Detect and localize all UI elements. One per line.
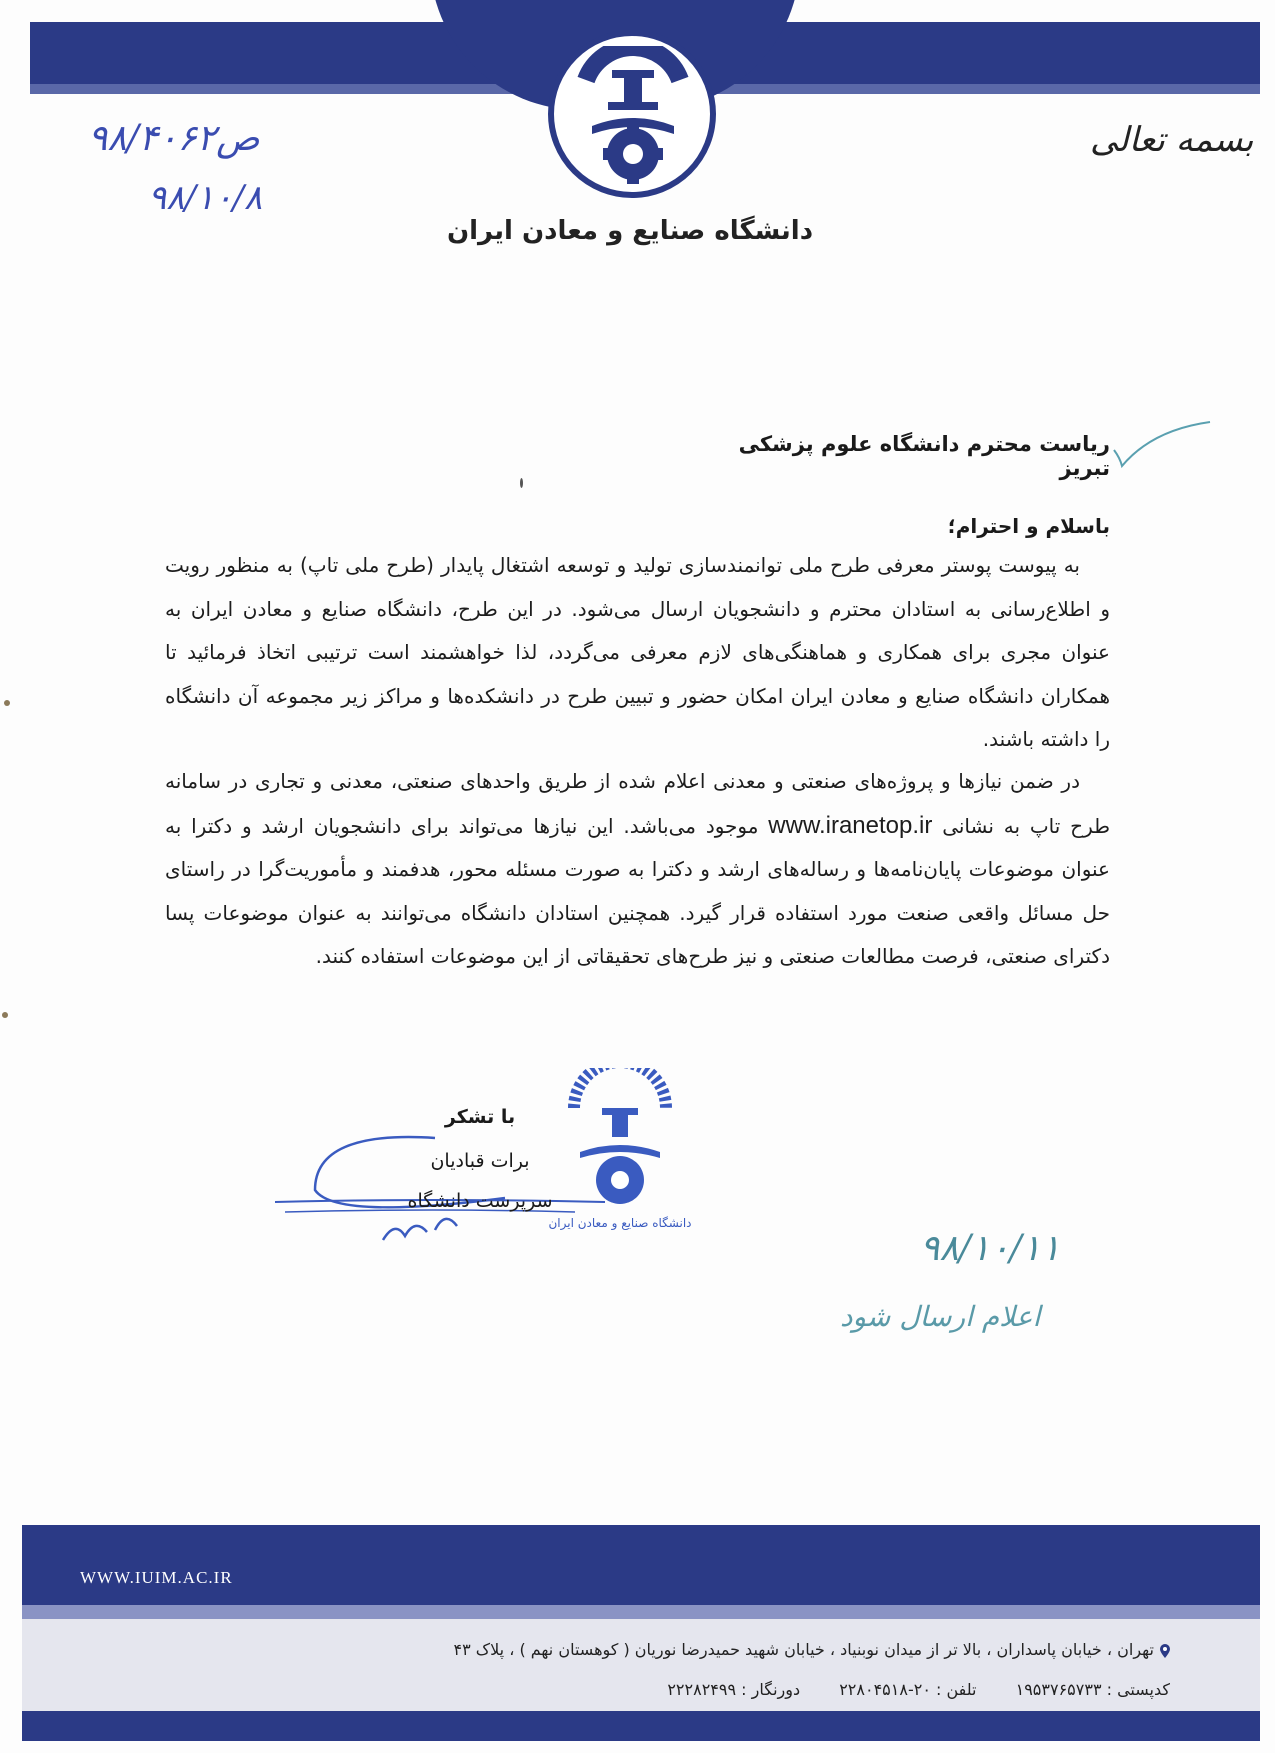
handwritten-letter-number: ۹۸/۴۰۶۲ص (88, 118, 260, 159)
footer-band-accent (22, 1605, 1260, 1619)
address-text: تهران ، خیابان پاسداران ، بالا تر از میدان نوبنیاد ، خیابان شهید حمیدرضا نوریان ( کوهستان نهم ) ، پلاک ۴۳ (453, 1640, 1154, 1659)
scan-speck (4, 700, 10, 706)
website-link: www.iranetop.ir (768, 811, 933, 839)
scan-speck (2, 1012, 8, 1018)
bismillah: بسمه تعالی (1090, 120, 1254, 160)
check-mark-icon (1112, 420, 1212, 470)
phone-number: تلفن : ۲۰-۲۲۸۰۴۵۱۸ (839, 1680, 977, 1699)
paragraph-2-before: در ضمن نیازها و پروژه‌های صنعتی و معدنی اعلام شده از طریق واحدهای صنعتی، معدنی و تجاری در سامانه طرح تاپ به نشانی (165, 769, 1111, 838)
scan-speck (520, 478, 523, 488)
fax-number: دورنگار : ۲۲۲۸۲۴۹۹ (667, 1680, 801, 1699)
footer-bottom-band (22, 1711, 1260, 1741)
footer-contact (330, 1680, 1170, 1699)
recipient: ریاست محترم دانشگاه علوم پزشکی تبریز (738, 432, 1110, 480)
signatory-title: سرپرست دانشگاه (407, 1190, 553, 1212)
paragraph-2 (165, 760, 1110, 979)
stamp-caption: دانشگاه صنایع و معادن ایران (548, 1216, 692, 1230)
university-logo-icon (572, 46, 694, 184)
signatory-name: برات قبادیان (430, 1150, 530, 1172)
footer-website: WWW.IUIM.AC.IR (80, 1568, 233, 1587)
handwritten-letter-date: ۹۸/۱۰/۸ (148, 178, 263, 218)
signature-thanks: با تشکر (444, 1106, 516, 1128)
paragraph-1: به پیوست پوستر معرفی طرح ملی توانمندسازی تولید و توسعه اشتغال پایدار (طرح ملی تاپ) به منظور رویت و اطلاع‌رسانی به استادان محترم و دانشجویان ارسال می‌شود. در این طرح، دانشگاه صنایع و معادن ایران به عنوان مجری برای همکاری و هماهنگی‌های لازم معرفی می‌گردد، لذا خواهشمند است ترتیبی اتخاذ فرمائید تا همکاران دانشگاه صنایع و معادن ایران امکان حضور و تبیین طرح در دانشکده‌ها و مراکز زیر مجموعه آن دانشگاه را داشته باشند. (165, 553, 1110, 751)
handwritten-receipt-date: ۹۸/۱۰/۱۱ (920, 1228, 1061, 1269)
handwritten-note: اعلام ارسال شود (840, 1300, 1041, 1333)
footer-address (330, 1640, 1170, 1659)
postal-code: کدپستی : ۱۹۵۳۷۶۵۷۳۳ (1015, 1680, 1170, 1699)
paragraph-2-after: موجود می‌باشد. این نیازها می‌تواند برای دانشجویان ارشد و دکترا به عنوان موضوعات پایان‌نامه‌ها و رساله‌های ارشد و دکترا به صورت مسئله محور، هدفمند و مأموریت‌گرا در راستای حل مسائل واقعی صنعت مورد استفاده قرار گیرد. همچنین استادان دانشگاه می‌توانند به عنوان موضوعات پسا دکترای صنعتی، فرصت مطالعات صنعتی و نیز طرح‌های تحقیقاتی از این موضوعات استفاده کنند. (165, 813, 1110, 968)
greeting: باسلام و احترام؛ (947, 514, 1110, 538)
university-stamp-icon (560, 1068, 680, 1218)
location-pin-icon (1160, 1644, 1170, 1658)
university-name: دانشگاه صنایع و معادن ایران (446, 216, 814, 246)
